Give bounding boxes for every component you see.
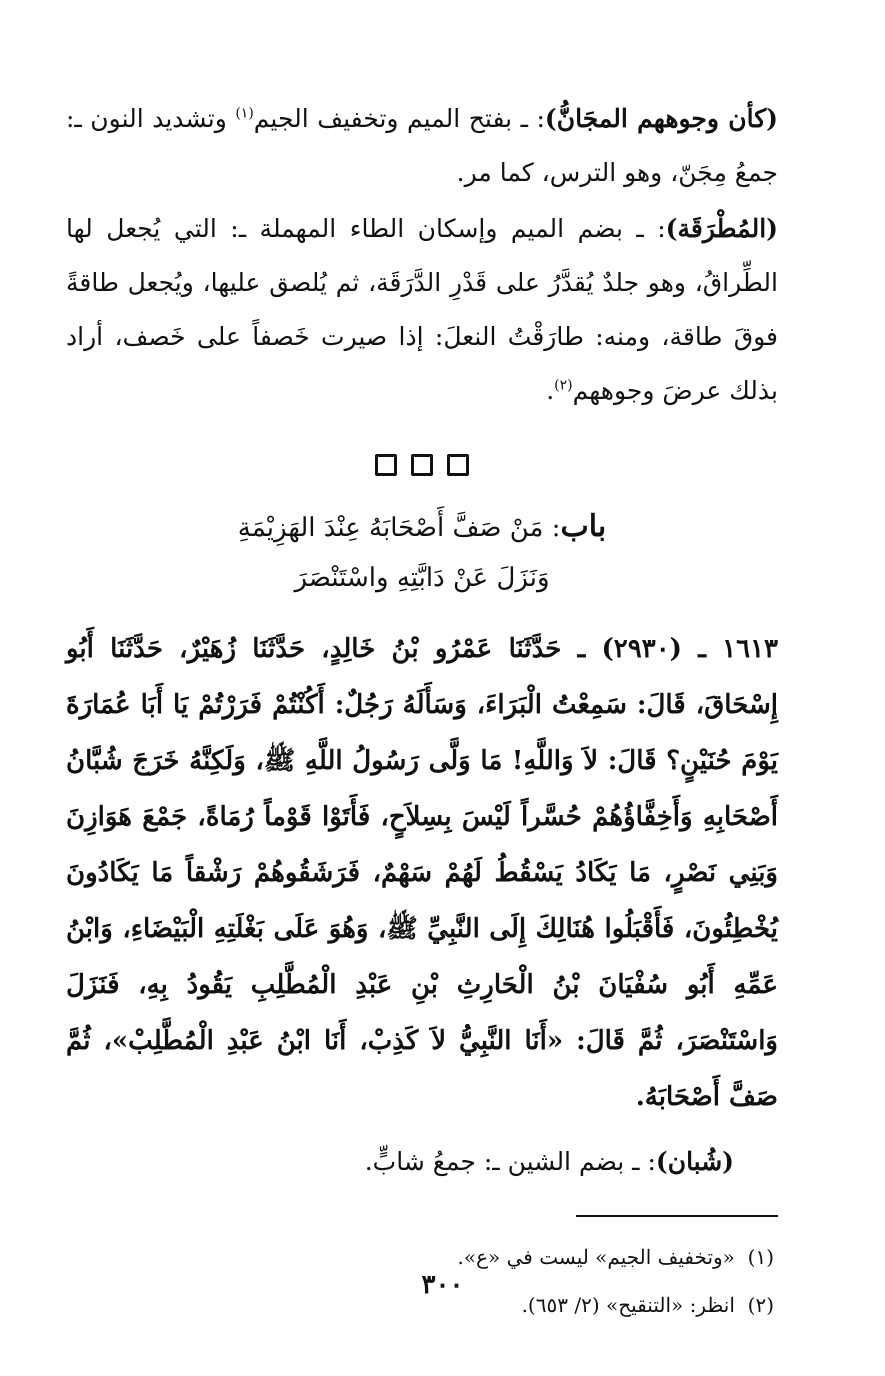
gloss-term: (كأن وجوههم المجَانُّ) [544,104,778,133]
gloss-paragraph-shubban [66,1135,734,1189]
footnote-ref[interactable]: (١) [235,105,254,122]
footnote-ref[interactable]: (٢) [554,377,573,394]
chapter-heading [66,502,778,553]
chapter-heading-line2: وَنَزَلَ عَنْ دَابَّتِهِ واسْتَنْصَرَ [294,563,550,593]
gloss-term: (المُطْرَقَة) [665,214,778,243]
chapter-label: باب [560,509,607,544]
footnote-separator [576,1215,778,1217]
gloss-text: : ـ بضم الشين ـ: جمعُ شابٍّ. [364,1147,656,1176]
square-ornament-icon [411,454,433,476]
hadith-text: ١٦١٣ ـ (٢٩٣٠) ـ حَدَّثَنَا عَمْرُو بْنُ خَالِدٍ، حَدَّثَنَا زُهَيْرٌ، حَدَّثَنَا أَبُو إِسْحَاقَ، قَالَ: سَمِعْتُ الْبَرَاءَ، وَسَأَلَهُ رَجُلٌ: أَكُنْتُمْ فَرَرْتُمْ يَا أَبَا عُمَارَةَ يَوْمَ حُنَيْنٍ؟ قَالَ: لاَ وَاللَّهِ! مَا وَلَّى رَسُولُ اللَّهِ ﷺ، وَلَكِنَّهُ خَرَجَ شُبَّانُ أَصْحَابِهِ وَأَخِفَّاؤُهُمْ حُسَّراً لَيْسَ بِسِلاَحٍ، فَأَتَوْا قَوْماً رُمَاةً، جَمْعَ هَوَازِنَ وَبَنِي نَصْرٍ، مَا يَكَادُ يَسْقُطُ لَهُمْ سَهْمٌ، فَرَشَقُوهُمْ رَشْقاً مَا يَكَادُونَ يُخْطِئُونَ، فَأَقْبَلُوا هُنَالِكَ إِلَى النَّبِيِّ ﷺ، وَهُوَ عَلَى بَغْلَتِهِ الْبَيْضَاءِ، وَابْنُ عَمِّهِ أَبُو سُفْيَانَ بْنُ الْحَارِثِ بْنِ عَبْدِ الْمُطَّلِبِ يَقُودُ بِهِ، فَنَزَلَ وَاسْتَنْصَرَ، ثُمَّ قَالَ: «أَنَا النَّبِيُّ لاَ كَذِبْ، أَنَا ابْنُ عَبْدِ الْمُطَّلِبْ»، ثُمَّ صَفَّ أَصْحَابَهُ. [66,634,778,1112]
gloss-text-tail: . [546,376,555,405]
footnote-number: (٢) [747,1293,774,1317]
square-ornament-icon [375,454,397,476]
gloss-text: : ـ بفتح الميم وتخفيف الجيم [253,104,545,133]
chapter-title-line1: : مَنْ صَفَّ أَصْحَابَهُ عِنْدَ الهَزِيْمَةِ [237,513,561,543]
footnote-text: «وتخفيف الجيم» ليست في «ع». [457,1245,735,1269]
gloss-term: (شُبان) [655,1147,734,1176]
section-divider [66,454,778,476]
footnote-number: (١) [747,1245,774,1269]
gloss-paragraph-mutraqa [66,202,778,418]
page-number: ٣٠٠ [421,1270,464,1300]
gloss-text: : ـ بضم الميم وإسكان الطاء المهملة ـ: التي يُجعل لها الطِّراقُ، وهو جلدٌ يُقدَّرُ على قَدْرِ الدَّرَقَة، ثم يُلصق عليها، ويُجعل طاقةً فوقَ طاقة، ومنه: طارَقْتُ النعلَ: إذا صيرت خَصفاً على خَصف، أراد بذلك عرضَ وجوههم [66,214,778,405]
footnote-text: انظر: «التنقيح» (٢/ ٦٥٣). [521,1293,735,1317]
gloss-paragraph-mijann [66,92,778,200]
gloss-text-continued: وتشديد النون ـ: جمعُ مِجَنّ، وهو الترس، كما مر. [66,104,778,187]
square-ornament-icon [447,454,469,476]
page-body [66,92,778,1329]
